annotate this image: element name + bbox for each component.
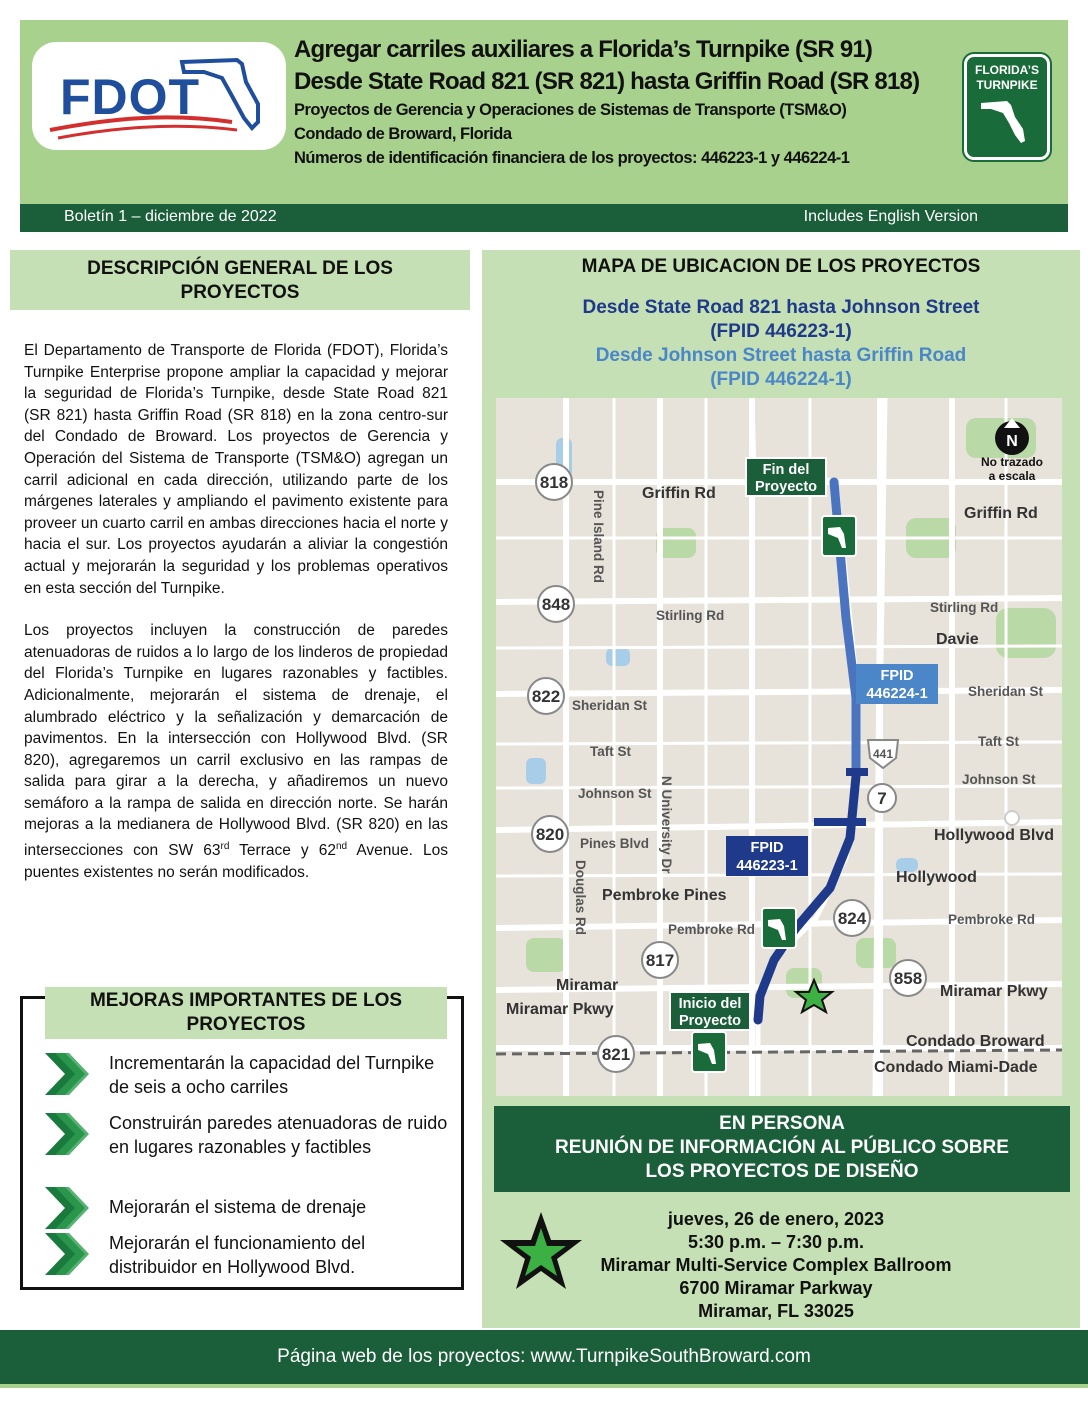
event-details bbox=[566, 1208, 986, 1323]
svg-text:Griffin Rd: Griffin Rd bbox=[642, 485, 716, 502]
svg-text:FPID: FPID bbox=[880, 668, 914, 684]
improvement-item: Mejorarán el sistema de drenaje bbox=[45, 1195, 445, 1239]
fdot-logo bbox=[32, 42, 286, 150]
chevron-right-icon bbox=[45, 1187, 91, 1229]
svg-text:441: 441 bbox=[872, 747, 894, 761]
svg-text:446223-1: 446223-1 bbox=[736, 858, 798, 874]
subtitle-line-2: Condado de Broward, Florida bbox=[294, 125, 512, 143]
svg-text:Pembroke Rd: Pembroke Rd bbox=[668, 922, 756, 937]
svg-text:FPID: FPID bbox=[750, 840, 784, 856]
title-line-1: Agregar carriles auxiliares a Florida’s Turnpike (SR 91) bbox=[294, 36, 873, 63]
fpid-446224-1-label bbox=[856, 664, 938, 704]
overview-paragraph-2: Los proyectos incluyen la construcción de paredes atenuadoras de ruidos a lo largo de los linderos de propiedad del Florida’s Turnpike en lugares razonables y factibles. Adicionalmente, mejorarán el sistema de drenaje, el alumbrado eléctrico y la señalización y demarcación de pavimentos. En la intersección con Hollywood Blvd. (SR 820), agregaremos un carril exclusivo en las rampas de salida para girar a la derecha, y añadiremos un nuevo semáforo a la rampa de salida en dirección norte. Se harán mejoras a la medianera de Hollywood Blvd. (SR 820) en las intersecciones con SW 63rd Terrace y 62nd Avenue. Los puentes existentes no serán modificados. bbox=[24, 622, 448, 881]
map-panel bbox=[482, 250, 1080, 1328]
svg-text:Sheridan St: Sheridan St bbox=[968, 684, 1044, 699]
svg-text:Pembroke Pines: Pembroke Pines bbox=[602, 887, 727, 904]
overview-title: DESCRIPCIÓN GENERAL DE LOS PROYECTOS bbox=[10, 250, 470, 310]
event-date: jueves, 26 de enero, 2023 bbox=[667, 1209, 885, 1229]
svg-text:Condado Miami-Dade: Condado Miami-Dade bbox=[874, 1059, 1038, 1076]
fpid-446223-1-label bbox=[726, 836, 808, 876]
svg-text:Sheridan St: Sheridan St bbox=[572, 698, 648, 713]
improvements-title: MEJORAS IMPORTANTES DE LOS PROYECTOS bbox=[45, 987, 447, 1039]
svg-text:Johnson St: Johnson St bbox=[578, 786, 652, 801]
svg-text:Hollywood: Hollywood bbox=[896, 869, 977, 886]
segment-2-title: Desde Johnson Street hasta Griffin Road (FPID 446224-1) bbox=[595, 345, 967, 390]
svg-text:Pines Blvd: Pines Blvd bbox=[580, 836, 650, 851]
subtitle-line-3: Números de identificación financiera de los proyectos: 446223-1 y 446224-1 bbox=[294, 149, 850, 167]
segment-1-title: Desde State Road 821 hasta Johnson Street (FPID 446223-1) bbox=[582, 297, 980, 342]
svg-text:7: 7 bbox=[877, 789, 887, 808]
svg-text:No trazado: No trazado bbox=[980, 455, 1044, 469]
event-heading: EN PERSONA REUNIÓN DE INFORMACIÓN AL PÚBLICO SOBRE LOS PROYECTOS DE DISEÑO bbox=[494, 1106, 1070, 1192]
turnpike-marker-icon bbox=[762, 908, 796, 948]
turnpike-marker-icon bbox=[692, 1032, 726, 1072]
svg-text:Miramar Pkwy: Miramar Pkwy bbox=[506, 1001, 614, 1018]
fdot-wordmark: FDOT bbox=[60, 69, 201, 125]
english-version-note: Includes English Version bbox=[803, 208, 978, 225]
overview-text bbox=[24, 340, 448, 904]
chevron-right-icon bbox=[45, 1113, 91, 1155]
improvement-item: Construirán paredes atenuadoras de ruido en lugares razonables y factibles bbox=[45, 1111, 445, 1185]
svg-text:Davie: Davie bbox=[936, 631, 979, 648]
svg-text:Johnson St: Johnson St bbox=[962, 772, 1036, 787]
map-canvas bbox=[496, 398, 1062, 1096]
project-start-label bbox=[670, 992, 750, 1030]
svg-text:848: 848 bbox=[541, 595, 571, 614]
chevron-right-icon bbox=[45, 1233, 91, 1275]
turnpike-marker-icon bbox=[822, 516, 856, 556]
svg-text:446224-1: 446224-1 bbox=[866, 686, 928, 702]
subtitle-line-1: Proyectos de Gerencia y Operaciones de Sistemas de Transporte (TSM&O) bbox=[294, 101, 847, 119]
svg-text:Miramar Pkwy: Miramar Pkwy bbox=[940, 983, 1048, 1000]
svg-text:821: 821 bbox=[601, 1045, 631, 1064]
improvement-item: Mejorarán el funcionamiento del distribuidor en Hollywood Blvd. bbox=[45, 1231, 445, 1281]
svg-text:822: 822 bbox=[531, 687, 561, 706]
project-end-label bbox=[746, 458, 826, 496]
svg-text:Douglas Rd: Douglas Rd bbox=[573, 860, 588, 936]
svg-text:Miramar: Miramar bbox=[556, 977, 619, 994]
event-time: 5:30 p.m. – 7:30 p.m. bbox=[687, 1232, 865, 1252]
svg-text:818: 818 bbox=[539, 473, 569, 492]
map-title: MAPA DE UBICACION DE LOS PROYECTOS bbox=[581, 256, 981, 277]
title-line-2: Desde State Road 821 (SR 821) hasta Griffin Road (SR 818) bbox=[294, 68, 920, 95]
svg-text:Proyecto: Proyecto bbox=[678, 1013, 742, 1029]
turnpike-logo bbox=[964, 54, 1050, 160]
svg-text:a escala: a escala bbox=[988, 469, 1036, 483]
improvement-item: Incrementarán la capacidad del Turnpike de seis a ocho carriles bbox=[45, 1051, 445, 1101]
svg-text:858: 858 bbox=[893, 969, 923, 988]
svg-text:Griffin Rd: Griffin Rd bbox=[964, 505, 1038, 522]
svg-text:Stirling Rd: Stirling Rd bbox=[930, 600, 999, 615]
bulletin-bar bbox=[20, 204, 1068, 232]
svg-text:Taft St: Taft St bbox=[590, 744, 631, 759]
florida-shape-icon bbox=[977, 97, 1037, 147]
svg-text:Inicio del: Inicio del bbox=[678, 996, 742, 1012]
header-banner bbox=[20, 20, 1068, 204]
svg-text:Proyecto: Proyecto bbox=[754, 479, 818, 495]
svg-text:Hollywood Blvd: Hollywood Blvd bbox=[934, 827, 1054, 844]
svg-text:Pine Island Rd: Pine Island Rd bbox=[591, 490, 606, 584]
svg-text:Stirling Rd: Stirling Rd bbox=[656, 608, 725, 623]
svg-text:Pembroke Rd: Pembroke Rd bbox=[948, 912, 1036, 927]
turnpike-logo-text: FLORIDA’S TURNPIKE bbox=[974, 63, 1039, 92]
footer-divider bbox=[0, 1384, 1088, 1388]
svg-text:817: 817 bbox=[645, 951, 675, 970]
event-address-2: Miramar, FL 33025 bbox=[698, 1301, 854, 1321]
chevron-right-icon bbox=[45, 1053, 91, 1095]
svg-text:Condado Broward: Condado Broward bbox=[906, 1033, 1045, 1050]
svg-text:Taft St: Taft St bbox=[978, 734, 1019, 749]
svg-text:N: N bbox=[1006, 433, 1018, 450]
svg-text:824: 824 bbox=[837, 909, 867, 928]
overview-paragraph-1: El Departamento de Transporte de Florida (FDOT), Florida’s Turnpike Enterprise propone ampliar la capacidad y mejorar la seguridad de Florida’s Turnpike, desde State Road 821 (SR 821) hasta Griffin Road (SR 818) en la zona centro-sur del Condado de Broward. Los proyectos de Gerencia y Operación del Sistema de Transporte (TSM&O) agregan un carril adicional en cada dirección, utilizando parte de los márgenes laterales y ampliando el pavimento existente para proveer un cuarto carril en ambas direcciones hacia el norte y hacia el sur. Los proyectos ayudarán a aliviar la congestión actual y mejorarán la seguridad y los problemas operativos en esta sección del Turnpike. bbox=[24, 342, 448, 597]
svg-text:Fin del: Fin del bbox=[762, 462, 810, 478]
footer-website[interactable]: Página web de los proyectos: www.TurnpikeSouthBroward.com bbox=[0, 1330, 1088, 1384]
bulletin-date: Boletín 1 – diciembre de 2022 bbox=[64, 208, 277, 225]
event-venue: Miramar Multi-Service Complex Ballroom bbox=[600, 1255, 952, 1275]
improvements-box bbox=[20, 990, 464, 1290]
svg-text:N University Dr: N University Dr bbox=[659, 776, 674, 874]
svg-text:820: 820 bbox=[535, 825, 565, 844]
project-location-map[interactable] bbox=[496, 398, 1062, 1096]
event-address-1: 6700 Miramar Parkway bbox=[679, 1278, 873, 1298]
